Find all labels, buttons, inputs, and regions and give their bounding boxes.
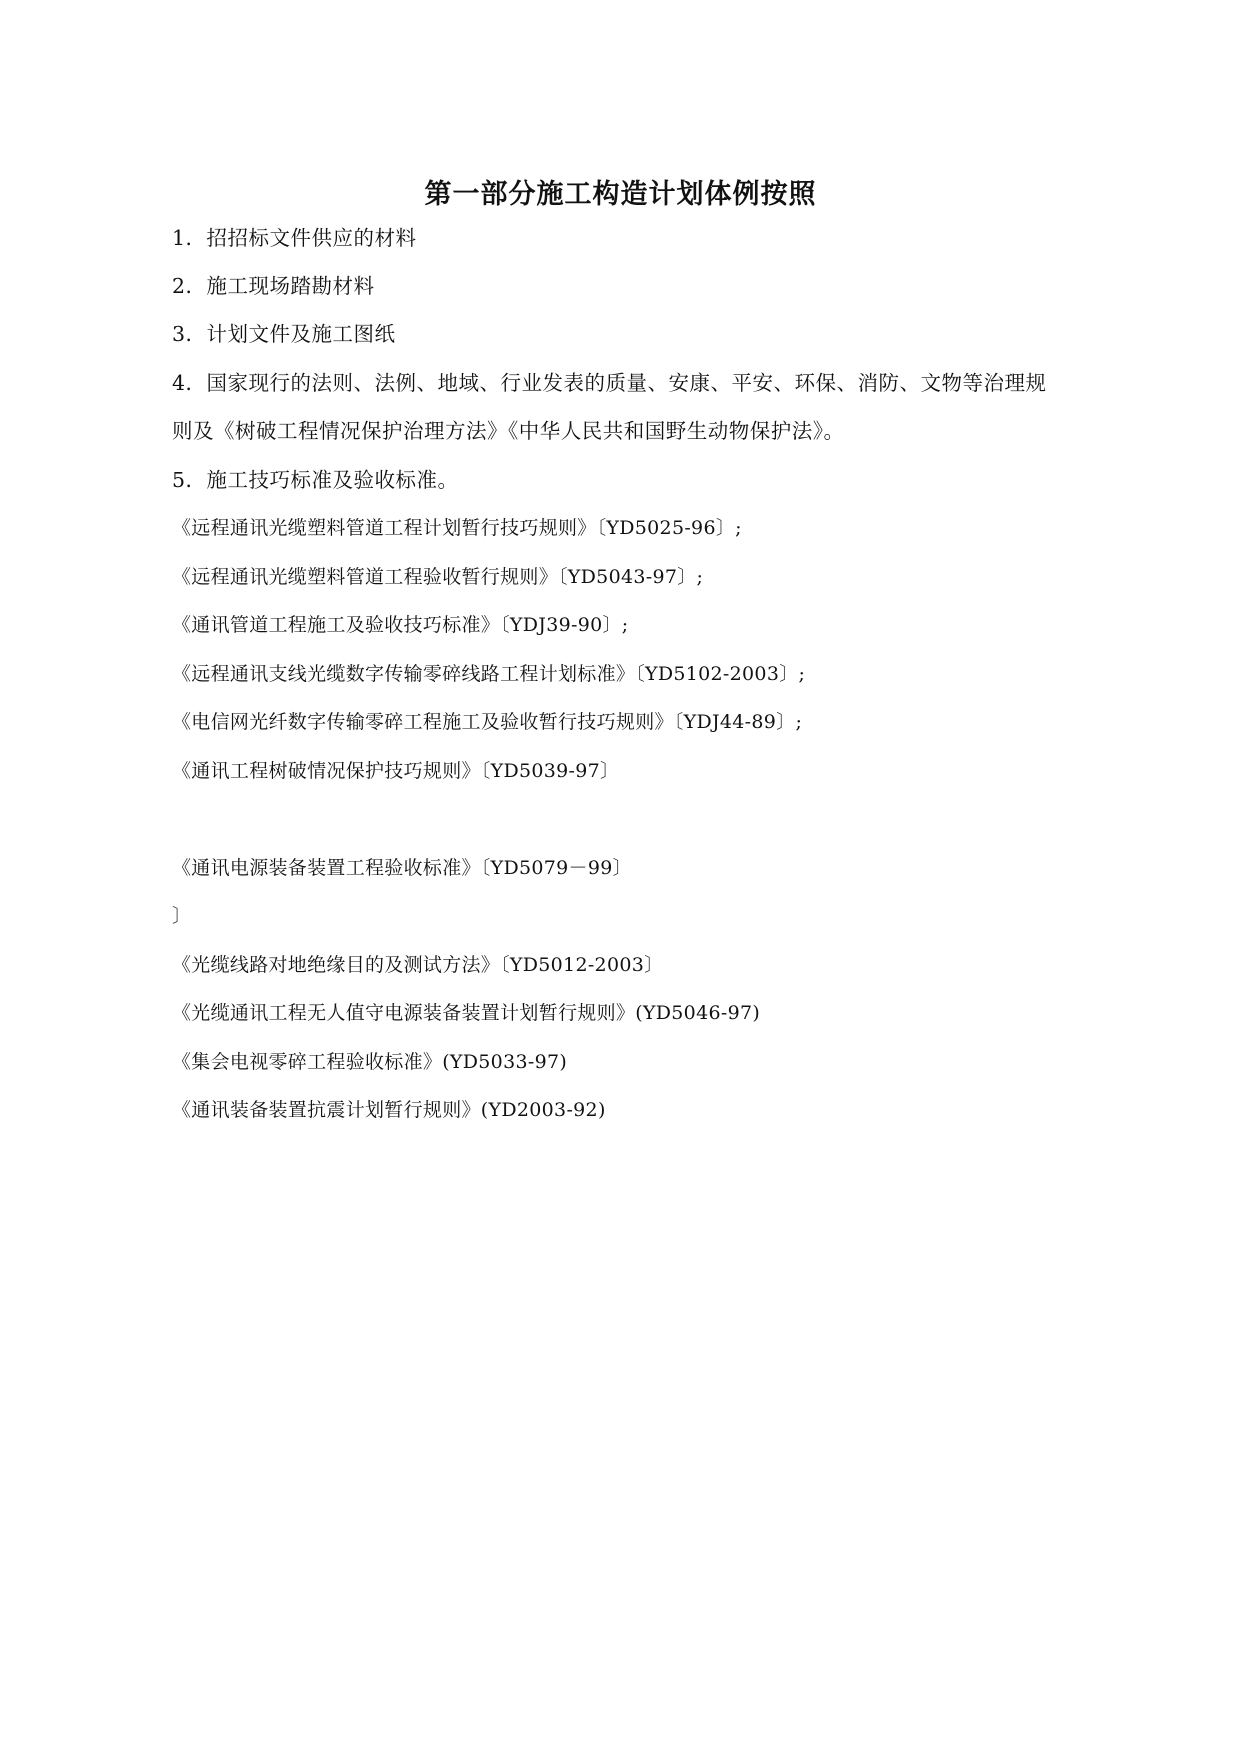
list-item-2: 2．施工现场踏勘材料 (172, 274, 375, 298)
list-item-3: 3．计划文件及施工图纸 (172, 322, 396, 346)
reference-item: 《光缆线路对地绝缘目的及测试方法》〔YD5012-2003〕 (172, 954, 664, 976)
reference-item: 《远程通讯光缆塑料管道工程计划暂行技巧规则》〔YD5025-96〕; (172, 517, 742, 539)
reference-item: 《电信网光纤数字传输零碎工程施工及验收暂行技巧规则》〔YDJ44-89〕; (172, 711, 803, 733)
reference-item: 《通讯装备装置抗震计划暂行规则》(YD2003-92) (172, 1099, 606, 1121)
reference-item: 《远程通讯支线光缆数字传输零碎线路工程计划标准》〔YD5102-2003〕; (172, 663, 806, 685)
reference-item: 《光缆通讯工程无人值守电源装备装置计划暂行规则》(YD5046-97) (172, 1002, 761, 1024)
list-item-1: 1．招招标文件供应的材料 (172, 226, 417, 250)
reference-item: 《通讯电源装备装置工程验收标准》〔YD5079－99〕 (172, 857, 632, 879)
reference-item: 《通讯工程树破情况保护技巧规则》〔YD5039-97〕 (172, 760, 620, 782)
document-title: 第一部分施工构造计划体例按照 (424, 179, 817, 210)
list-item-4: 4．国家现行的法则、法例、地域、行业发表的质量、安康、平安、环保、消防、文物等治理规 (172, 371, 1047, 395)
reference-item: 《集会电视零碎工程验收标准》(YD5033-97) (172, 1051, 568, 1073)
reference-item: 《通讯管道工程施工及验收技巧标准》〔YDJ39-90〕; (172, 614, 629, 636)
list-item-5: 5．施工技巧标准及验收标准。 (172, 468, 459, 492)
list-item-4-continued: 则及《树破工程情况保护治理方法》《中华人民共和国野生动物保护法》。 (172, 419, 845, 443)
reference-item: 《远程通讯光缆塑料管道工程验收暂行规则》〔YD5043-97〕; (172, 566, 704, 588)
reference-item: 〕 (172, 905, 192, 927)
